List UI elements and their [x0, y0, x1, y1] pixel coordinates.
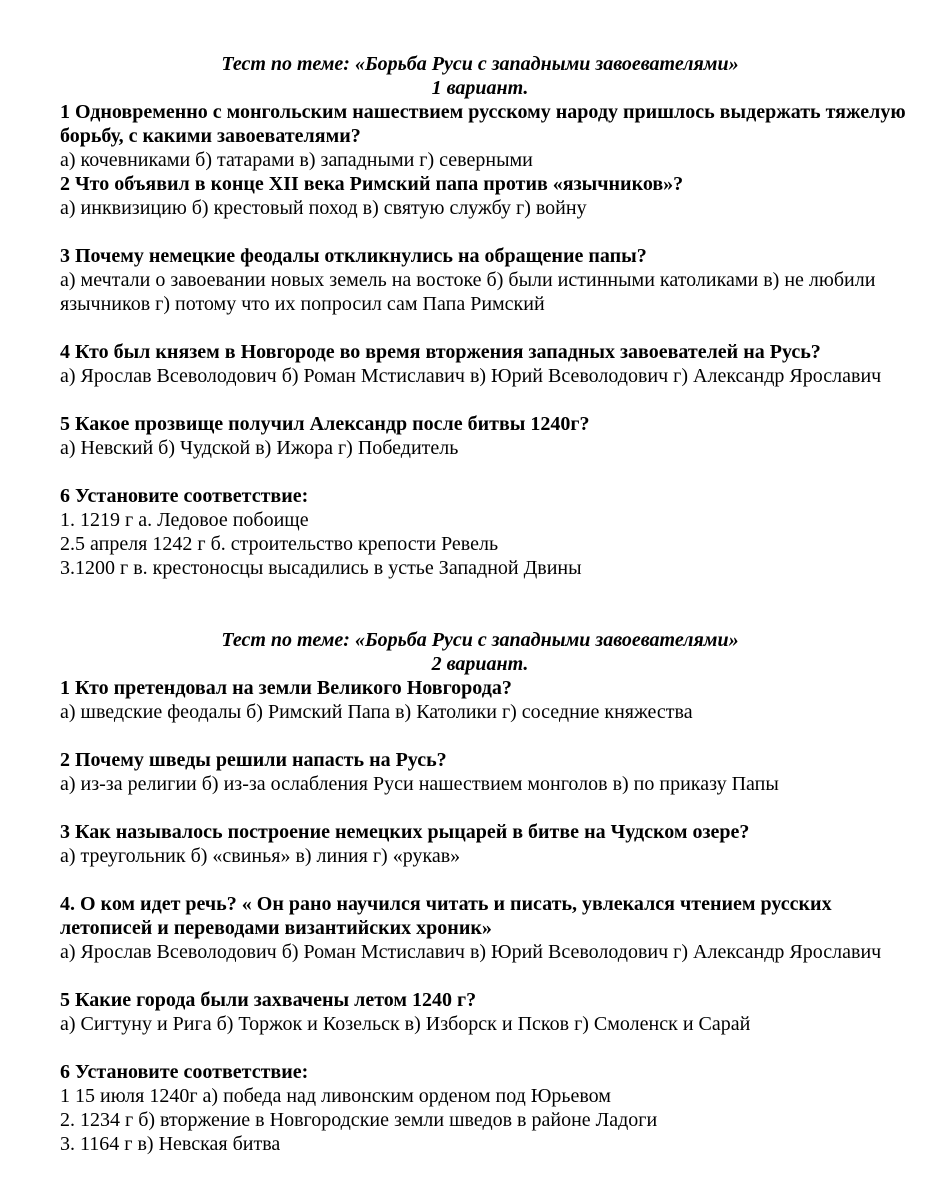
variant-2-subtitle: 2 вариант.	[431, 653, 529, 675]
v1-answers-5: а) Невский б) Чудской в) Ижора г) Победитель	[60, 437, 459, 459]
spacer	[60, 964, 910, 988]
variant-1-subtitle: 1 вариант.	[431, 77, 529, 99]
variant-1-title: Тест по теме: «Борьба Руси с западными завоевателями»	[221, 53, 739, 75]
v1-answers-4: а) Ярослав Всеволодович б) Роман Мстиславич в) Юрий Всеволодович г) Александр Ярославич	[60, 365, 882, 387]
v1-question-5: 5 Какое прозвище получил Александр после битвы 1240г?	[60, 413, 590, 435]
v2-match-line-2: 2. 1234 г б) вторжение в Новгородские земли шведов в районе Ладоги	[60, 1109, 658, 1131]
v1-answers-2: а) инквизицию б) крестовый поход в) святую службу г) войну	[60, 197, 587, 219]
v2-match-line-1: 1 15 июля 1240г а) победа над ливонским орденом под Юрьевом	[60, 1085, 611, 1107]
v1-match-line-2: 2.5 апреля 1242 г б. строительство крепости Ревель	[60, 533, 499, 555]
v2-question-4: 4. О ком идет речь? « Он рано научился читать и писать, увлекался чтением русских летописей и переводами византийских хроник»	[60, 893, 832, 939]
v2-question-2: 2 Почему шведы решили напасть на Русь?	[60, 749, 447, 771]
v2-answers-3: а) треугольник б) «свинья» в) линия г) «рукав»	[60, 845, 461, 867]
v1-question-4: 4 Кто был князем в Новгороде во время вторжения западных завоевателей на Русь?	[60, 341, 821, 363]
spacer	[60, 724, 910, 748]
variant-1-section	[60, 52, 910, 580]
v1-question-6: 6 Установите соответствие:	[60, 485, 309, 507]
v2-answers-2: а) из-за религии б) из-за ослабления Руси нашествием монголов в) по приказу Папы	[60, 773, 779, 795]
spacer	[60, 460, 910, 484]
v1-match-line-3: 3.1200 г в. крестоносцы высадились в устье Западной Двины	[60, 557, 582, 579]
v2-question-3: 3 Как называлось построение немецких рыцарей в битве на Чудском озере?	[60, 821, 750, 843]
v2-answers-1: а) шведские феодалы б) Римский Папа в) Католики г) соседние княжества	[60, 701, 693, 723]
v2-question-1: 1 Кто претендовал на земли Великого Новгорода?	[60, 677, 512, 699]
v1-match-line-1: 1. 1219 г а. Ледовое побоище	[60, 509, 309, 531]
spacer	[60, 316, 910, 340]
v2-match-line-3: 3. 1164 г в) Невская битва	[60, 1133, 281, 1155]
v2-question-5: 5 Какие города были захвачены летом 1240 г?	[60, 989, 477, 1011]
v1-answers-1: а) кочевниками б) татарами в) западными г) северными	[60, 149, 533, 171]
v1-question-3: 3 Почему немецкие феодалы откликнулись на обращение папы?	[60, 245, 647, 267]
v2-answers-4: а) Ярослав Всеволодович б) Роман Мстиславич в) Юрий Всеволодович г) Александр Ярославич	[60, 941, 882, 963]
spacer	[60, 1036, 910, 1060]
spacer	[60, 388, 910, 412]
spacer	[60, 220, 910, 244]
v1-question-2: 2 Что объявил в конце XII века Римский папа против «язычников»?	[60, 173, 684, 195]
spacer	[60, 796, 910, 820]
v1-question-1: 1 Одновременно с монгольским нашествием русскому народу пришлось выдержать тяжелую борьбу, с какими завоевателями?	[60, 101, 906, 147]
spacer	[60, 868, 910, 892]
v1-answers-3: а) мечтали о завоевании новых земель на востоке б) были истинными католиками в) не любили язычников г) потому что их попросил сам Папа Римский	[60, 269, 876, 315]
variant-2-title: Тест по теме: «Борьба Руси с западными завоевателями»	[221, 629, 739, 651]
v2-question-6: 6 Установите соответствие:	[60, 1061, 309, 1083]
v2-answers-5: а) Сигтуну и Рига б) Торжок и Козельск в) Изборск и Псков г) Смоленск и Сарай	[60, 1013, 751, 1035]
variant-2-section	[60, 628, 910, 1156]
